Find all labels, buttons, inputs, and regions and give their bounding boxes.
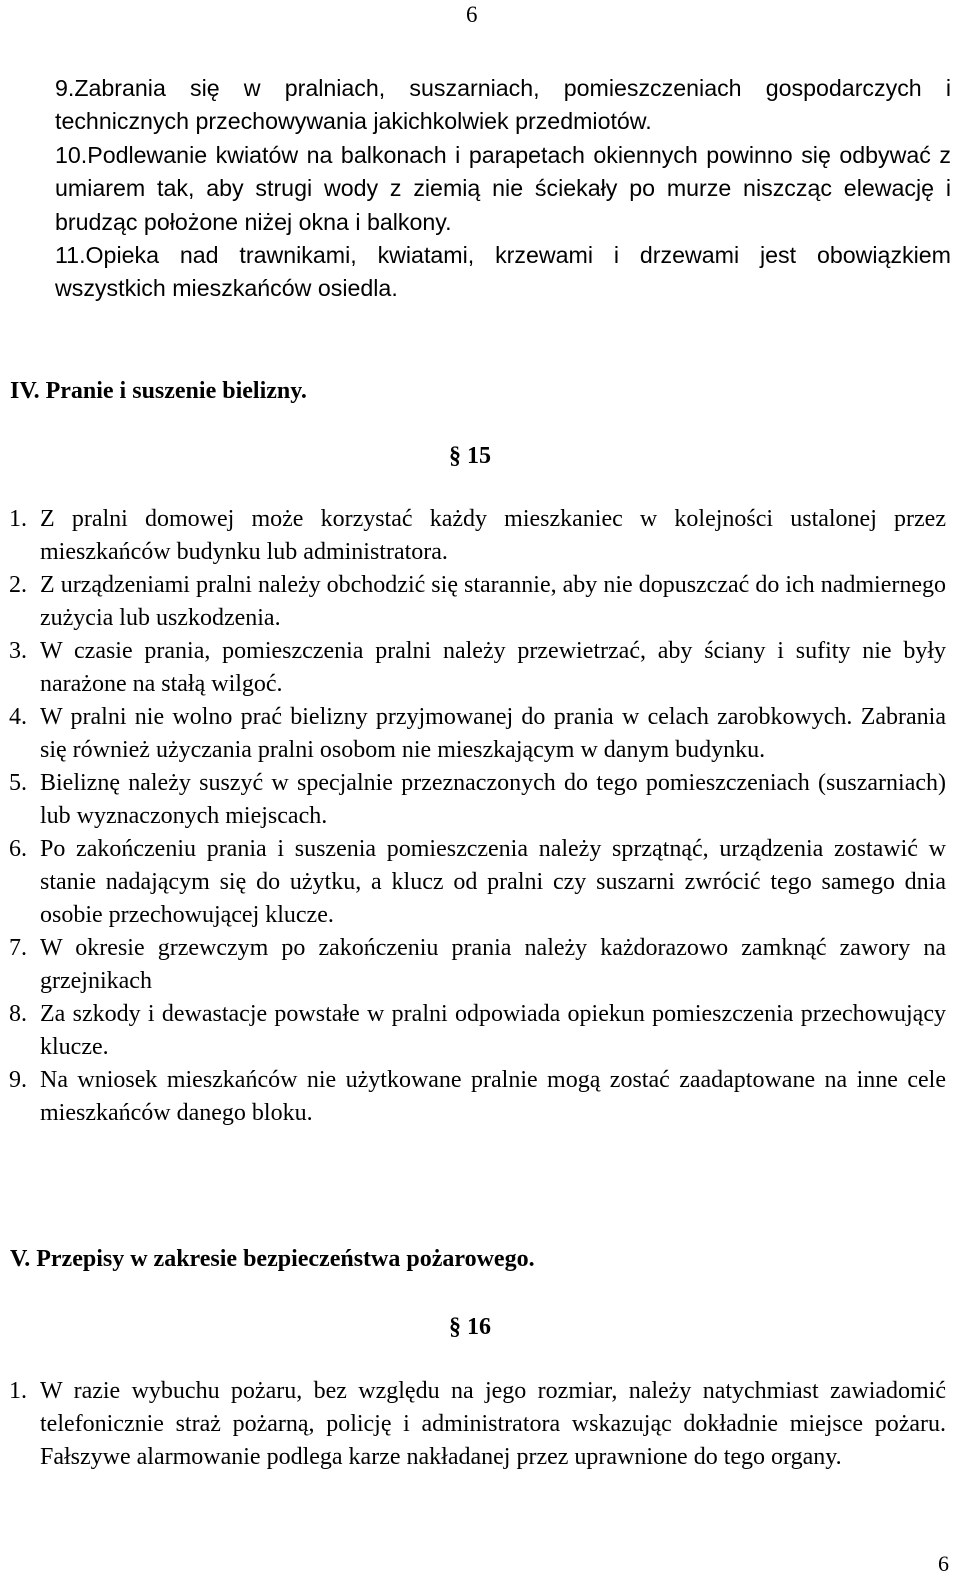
list-item-text: W pralni nie wolno prać bielizny przyjmowanej do prania w celach zarobkowych. Zabrania się również użyczania pralni osobom nie mieszkającym w danym budynku. (40, 704, 946, 763)
list-item (10, 833, 946, 932)
section-iv-list (10, 503, 946, 1130)
rule-item-9: 9.Zabrania się w pralniach, suszarniach, pomieszczeniach gospodarczych i technicznych przechowywania jakichkolwiek przedmiotów. (55, 75, 951, 135)
page-number-top: 6 (466, 2, 478, 27)
list-item (10, 569, 946, 635)
list-item (10, 1375, 946, 1474)
list-item-text: W okresie grzewczym po zakończeniu prania należy każdorazowo zamknąć zawory na grzejnikach (40, 935, 946, 994)
list-item (10, 701, 946, 767)
list-item-number: 2. (9, 572, 27, 598)
list-item (10, 998, 946, 1064)
continued-rules-list (55, 72, 951, 306)
list-item-text: Z pralni domowej może korzystać każdy mieszkaniec w kolejności ustalonej przez mieszkańców budynku lub administratora. (40, 506, 946, 565)
section-iv-paragraph-mark: § 15 (449, 443, 491, 469)
section-iv-heading: IV. Pranie i suszenie bielizny. (10, 378, 307, 404)
list-item-number: 7. (9, 935, 27, 961)
list-item-text: Z urządzeniami pralni należy obchodzić się starannie, aby nie dopuszczać do ich nadmiernego zużycia lub uszkodzenia. (40, 572, 946, 631)
list-item-text: Na wniosek mieszkańców nie użytkowane pralnie mogą zostać zaadaptowane na inne cele mieszkańców danego bloku. (40, 1067, 946, 1126)
list-item-number: 1. (9, 1378, 27, 1404)
page-number-bottom: 6 (938, 1551, 949, 1576)
rule-item-10: 10.Podlewanie kwiatów na balkonach i parapetach okiennych powinno się odbywać z umiarem tak, aby strugi wody z ziemią nie ściekały po murze niszcząc elewację i brudząc położone niżej okna i balkony. (55, 141, 951, 235)
list-item-number: 3. (9, 638, 27, 664)
section-v-list (10, 1375, 946, 1474)
rule-item-11: 11.Opieka nad trawnikami, kwiatami, krzewami i drzewami jest obowiązkiem wszystkich mieszkańców osiedla. (55, 242, 951, 302)
list-item (10, 635, 946, 701)
list-item-number: 9. (9, 1067, 27, 1093)
section-v-heading: V. Przepisy w zakresie bezpieczeństwa pożarowego. (10, 1246, 535, 1272)
list-item-number: 5. (9, 770, 27, 796)
list-item-text: Bieliznę należy suszyć w specjalnie przeznaczonych do tego pomieszczeniach (suszarniach) lub wyznaczonych miejscach. (40, 770, 946, 829)
list-item (10, 1064, 946, 1130)
list-item-text: W czasie prania, pomieszczenia pralni należy przewietrzać, aby ściany i sufity nie były narażone na stałą wilgoć. (40, 638, 946, 697)
list-item (10, 503, 946, 569)
list-item (10, 932, 946, 998)
list-item-number: 6. (9, 836, 27, 862)
list-item (10, 767, 946, 833)
list-item-number: 1. (9, 506, 27, 532)
list-item-number: 8. (9, 1001, 27, 1027)
section-v-paragraph-mark: § 16 (449, 1314, 491, 1340)
list-item-text: Za szkody i dewastacje powstałe w pralni odpowiada opiekun pomieszczenia przechowujący klucze. (40, 1001, 946, 1060)
list-item-text: Po zakończeniu prania i suszenia pomieszczenia należy sprzątnąć, urządzenia zostawić w stanie nadającym się do użytku, a klucz od pralni czy suszarni zwrócić tego samego dnia osobie przechowującej klucze. (40, 836, 946, 928)
list-item-text: W razie wybuchu pożaru, bez względu na jego rozmiar, należy natychmiast zawiadomić telefonicznie straż pożarną, policję i administratora wskazując dokładnie miejsce pożaru. Fałszywe alarmowanie podlega karze nakładanej przez uprawnione do tego organy. (40, 1378, 946, 1470)
list-item-number: 4. (9, 704, 27, 730)
